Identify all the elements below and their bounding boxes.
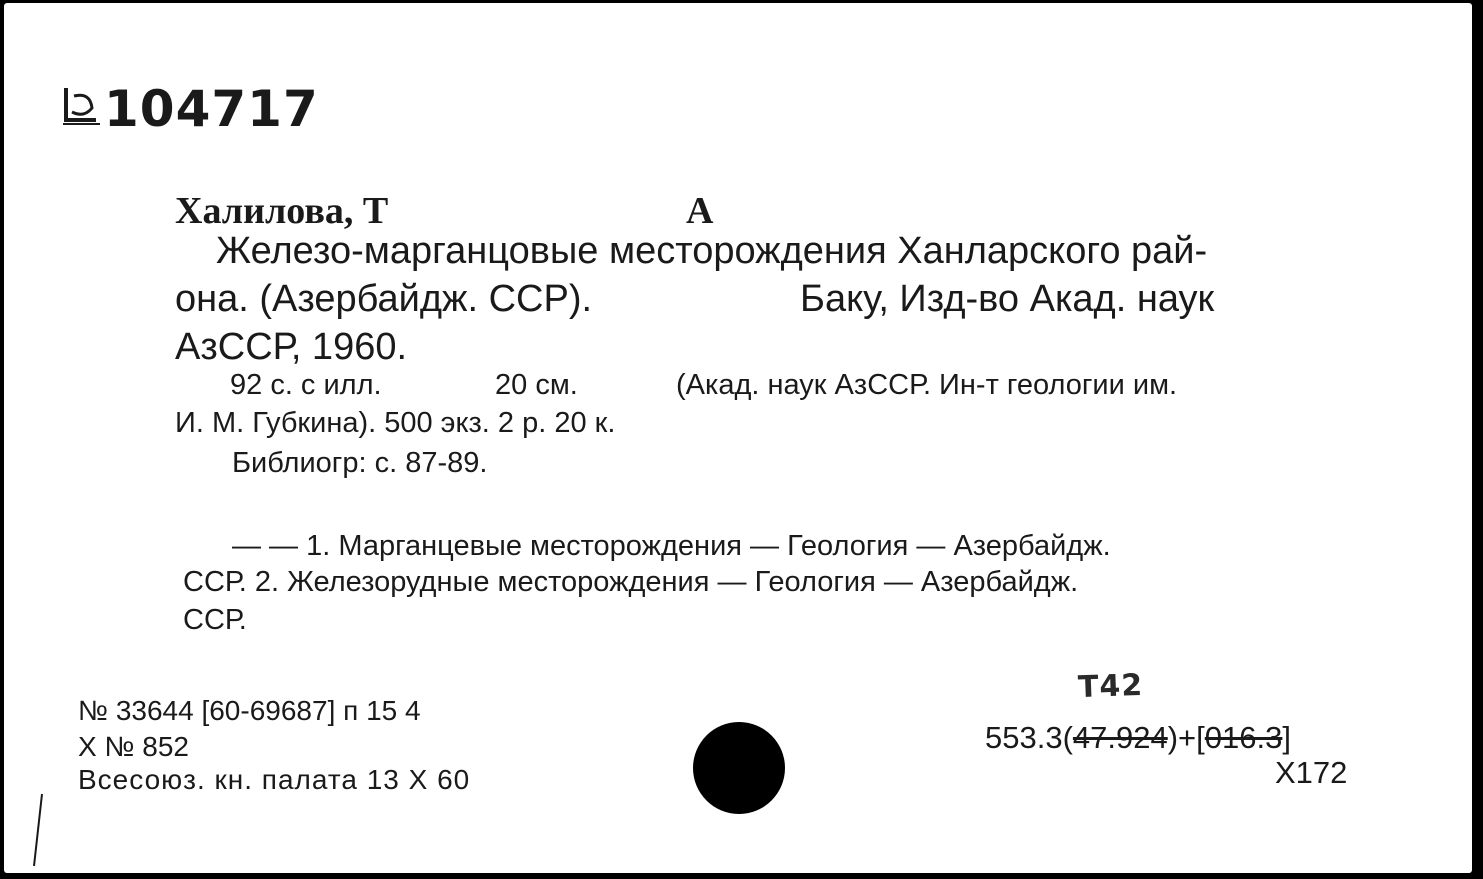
punch-hole: [693, 722, 785, 814]
subject-line-1: — — 1. Марганцевые месторождения — Геология — Азербайдж.: [232, 530, 1111, 562]
chamber-date: Всесоюз. кн. палата 13 Х 60: [78, 764, 471, 795]
pencil-mark: [28, 790, 48, 870]
imprint-publisher: Баку, Изд-во Акад. наук: [800, 278, 1215, 320]
shelf-number: Х № 852: [78, 731, 189, 762]
series-note: (Акад. наук АзССР. Ин-т геологии им.: [676, 369, 1178, 401]
author-index-letter: А: [686, 190, 714, 232]
handwritten-code: Т42: [1077, 667, 1144, 706]
library-stamp-icon: [60, 82, 104, 130]
imprint-year: АзССР, 1960.: [175, 326, 408, 368]
udc-secondary: Х172: [1275, 755, 1348, 790]
size-cm: 20 см.: [495, 369, 578, 401]
series-note-cont: И. М. Губкина). 500 экз. 2 р. 20 к.: [175, 407, 616, 439]
title-line-1: Железо-марганцовые месторождения Ханларского рай-: [216, 230, 1208, 272]
record-number: № 33644 [60-69687] п 15 4: [78, 695, 421, 726]
pages-illustrations: 92 с. с илл.: [230, 369, 382, 401]
udc-struck-code-2: 016.3: [1204, 720, 1283, 755]
bibliography-note: Библиогр: с. 87-89.: [232, 447, 488, 479]
accession-number: 104717: [104, 80, 319, 138]
udc-suffix: ]: [1282, 720, 1291, 755]
udc-classification: [985, 722, 1291, 753]
subject-line-2: ССР. 2. Железорудные месторождения — Геология — Азербайдж.: [183, 566, 1079, 598]
author-name: Халилова, Т: [175, 190, 389, 232]
udc-struck-code-1: 47.924: [1072, 720, 1168, 755]
subject-line-3: ССР.: [183, 604, 247, 636]
udc-prefix: 553.3(: [985, 720, 1073, 755]
title-line-2: она. (Азербайдж. ССР).: [175, 278, 593, 320]
udc-mid: )+[: [1167, 720, 1205, 755]
